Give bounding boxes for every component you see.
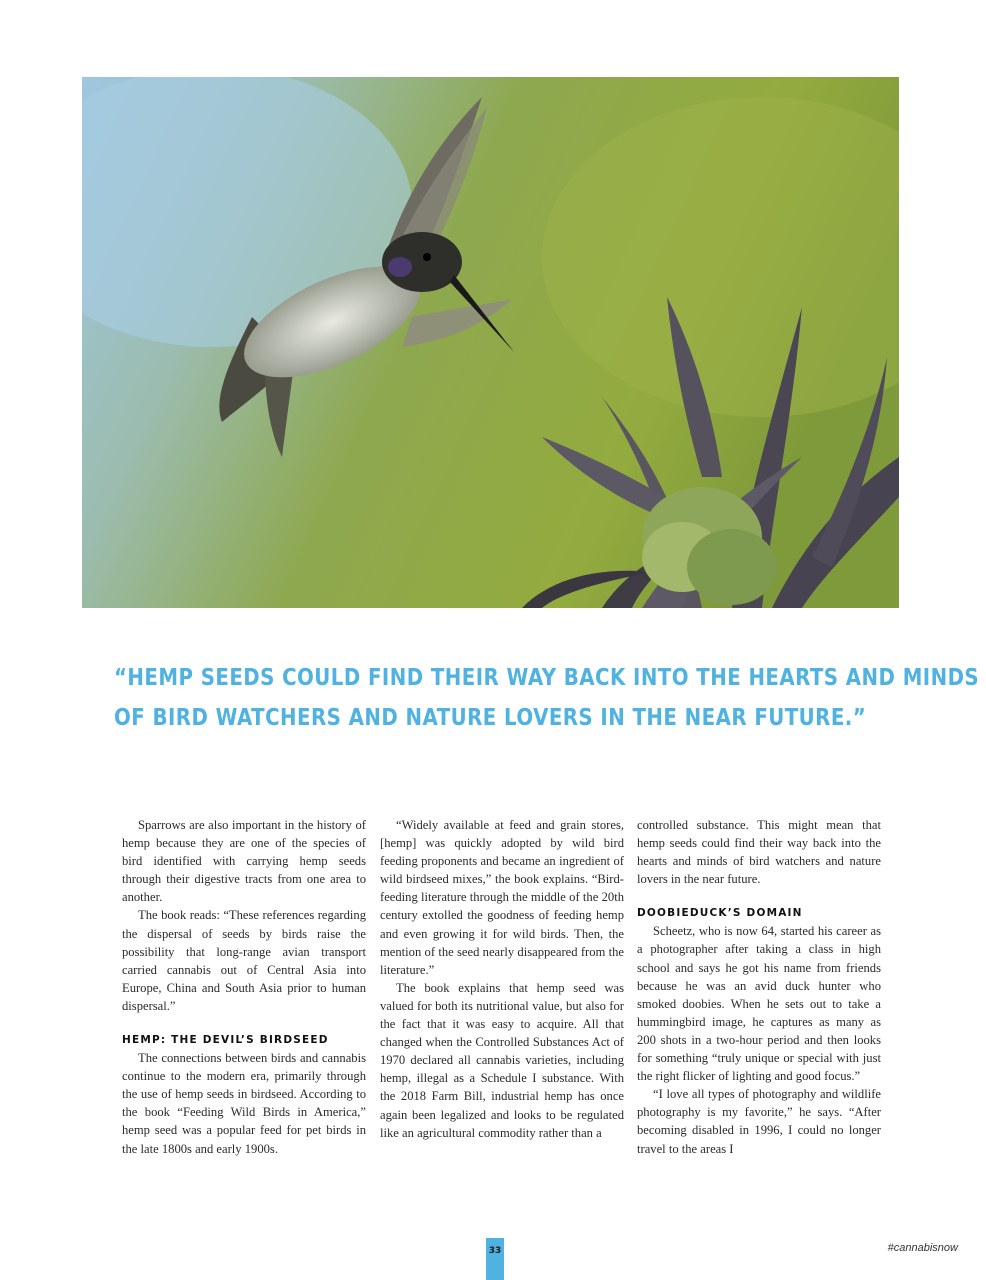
article-column-2: [380, 816, 624, 1142]
paragraph: Sparrows are also important in the history of hemp because they are one of the species of bird identified with carrying hemp seeds through their digestive tracts from one area to another.: [122, 818, 366, 905]
paragraph: The book reads: “These references regarding the dispersal of seeds by birds raise the possibility that long-range avian transport carried cannabis out of Central Asia into Europe, China and South Asia prior to human dispersal.”: [122, 908, 366, 1013]
pull-quote-line-2: OF BIRD WATCHERS AND NATURE LOVERS IN THE NEAR FUTURE.”: [114, 705, 867, 731]
section-heading: DOOBIEDUCK’S DOMAIN: [637, 907, 803, 920]
page-number: 33: [486, 1238, 504, 1280]
article-column-1: [122, 816, 366, 1158]
hummingbird-photo: [82, 77, 899, 608]
paragraph: “Widely available at feed and grain stores, [hemp] was quickly adopted by wild bird feeding proponents and became an ingredient of wild birdseed mixes,” the book explains. “Bird-feeding literature through the middle of the 20th century extolled the goodness of feeding hemp and even growing it for wild birds. Then, the mention of the seed nearly disappeared from the literature.”: [380, 818, 624, 977]
paragraph: The connections between birds and cannabis continue to the modern era, primarily through the use of hemp seeds in birdseed. According to the book “Feeding Wild Birds in America,” hemp seed was a popular feed for pet birds in the late 1800s and early 1900s.: [122, 1051, 366, 1156]
section-heading: HEMP: THE DEVIL’S BIRDSEED: [122, 1034, 329, 1047]
paragraph: “I love all types of photography and wildlife photography is my favorite,” he says. “After becoming disabled in 1996, I could no longer travel to the areas I: [637, 1087, 881, 1156]
hashtag: #cannabisnow: [887, 1242, 958, 1254]
pull-quote-line-1: “HEMP SEEDS COULD FIND THEIR WAY BACK INTO THE HEARTS AND MINDS: [114, 665, 980, 691]
hummingbird-cannabis-illustration: [82, 77, 899, 608]
paragraph: The book explains that hemp seed was valued for both its nutritional value, but also for the fact that it was easy to acquire. All that changed when the Controlled Substances Act of 1970 declared all cannabis varieties, including hemp, illegal as a Schedule I substance. With the 2018 Farm Bill, industrial hemp has once again been legalized and looks to be regulated like an agricultural commodity rather than a: [380, 980, 624, 1140]
paragraph: Scheetz, who is now 64, started his career as a photographer after taking a class in high school and says he got his name from friends because he was an avid duck hunter who smoked doobies. When he sets out to take a hummingbird image, he captures as many as 200 shots in a two-hour period and then looks for something “truly unique or special with just the right flicker of lighting and good focus.”: [637, 924, 881, 1084]
article-column-3: [637, 816, 881, 1158]
pull-quote: [114, 658, 980, 738]
paragraph: controlled substance. This might mean that hemp seeds could find their way back into the hearts and minds of bird watchers and nature lovers in the near future.: [637, 818, 881, 887]
